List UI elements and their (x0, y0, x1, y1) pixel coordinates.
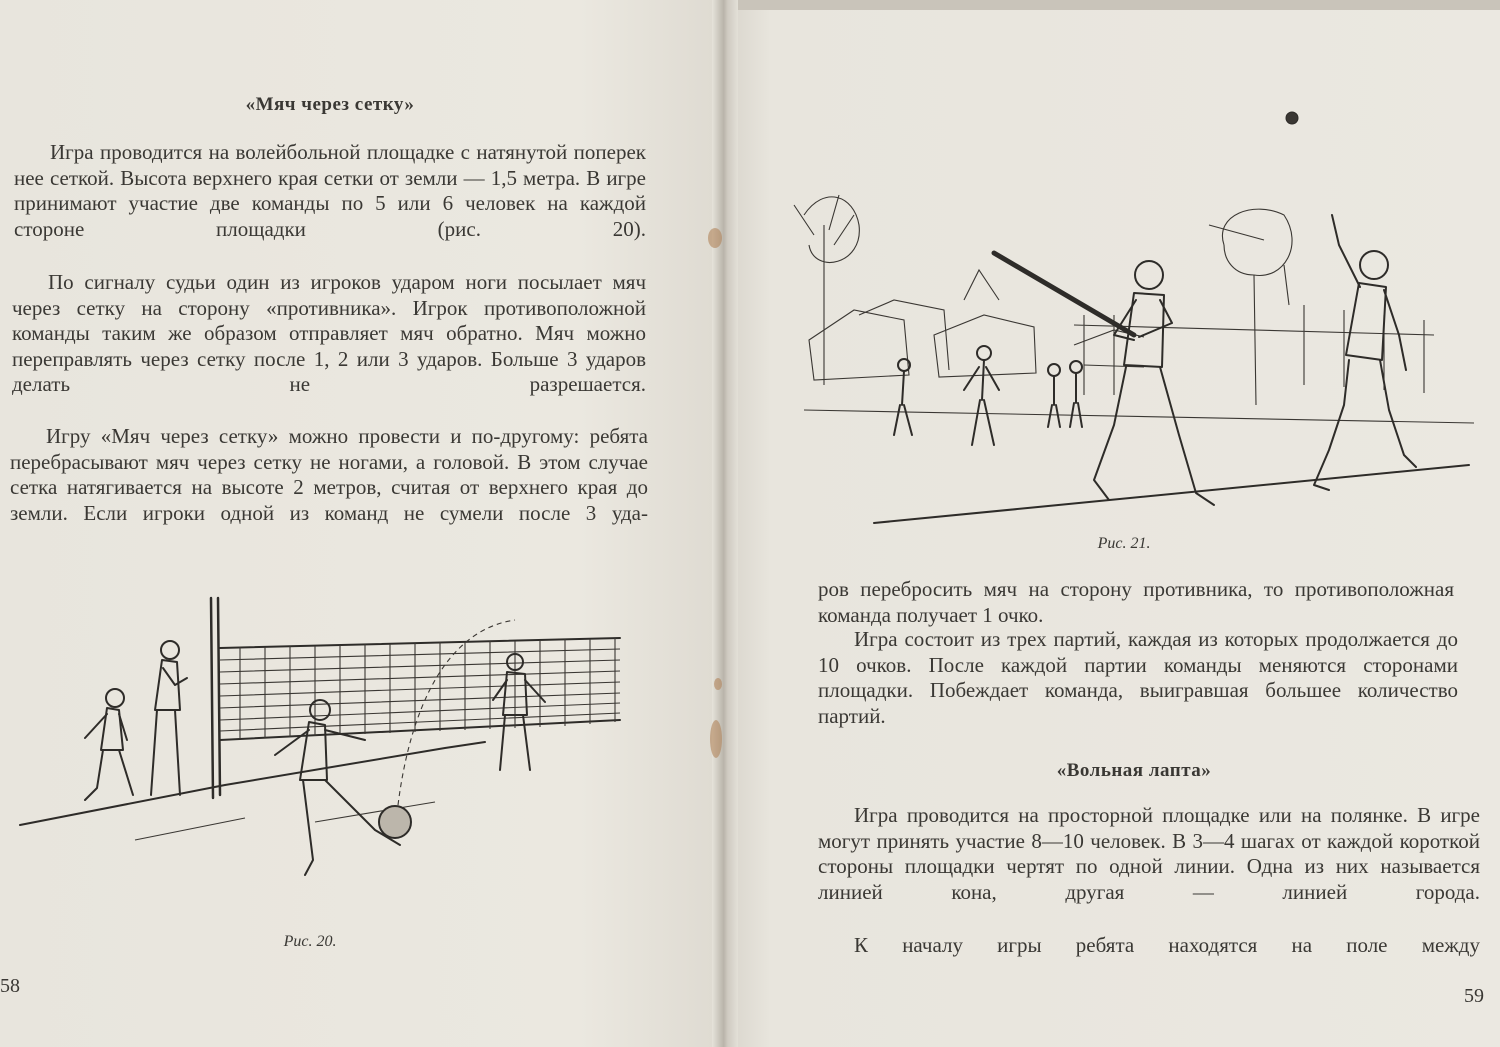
stain-mark (710, 720, 722, 758)
right-paragraph-4: К началу игры ребята находятся на поле между (854, 933, 1480, 957)
distant-players (894, 346, 1082, 445)
net-game-drawing (15, 590, 635, 890)
right-page-title: «Вольная лапта» (1056, 760, 1212, 781)
figure-20-caption: Рис. 20. (283, 933, 337, 950)
left-paragraph-2: По сигналу судьи один из игроков ударом ноги посылает мяч через сетку на сторону «противника». Игрок противоположной команды таким же образом отправляет мяч обратно. Мяч можно переправлять через сетку после 1, 2 или 3 ударов. Больше 3 ударов делать не разрешается. (12, 270, 646, 396)
batter-figure (994, 253, 1214, 505)
stain-mark (714, 678, 722, 690)
catcher-figure (1314, 215, 1416, 490)
far-player-figure (493, 654, 545, 770)
left-paragraph-3: Игру «Мяч через сетку» можно провести и по-другому: ребята перебрасывают мяч через сетку не ногами, а головой. В этом случае сетка натягивается на высоте 2 метров, считая от верхнего края до земли. Если игроки одной из команд не сумели после 3 уда- (10, 424, 648, 525)
ball-icon (379, 806, 411, 838)
trees-left (794, 195, 859, 385)
ball-icon (1286, 112, 1298, 124)
right-page-number: 59 (1464, 985, 1484, 1007)
left-page (0, 0, 724, 1047)
page-top-edge (724, 0, 1500, 10)
left-page-title: «Мяч через сетку» (245, 94, 415, 115)
left-page-number: 58 (0, 975, 20, 997)
figure-21-caption: Рис. 21. (1097, 535, 1151, 552)
book-gutter (712, 0, 738, 1047)
right-paragraph-3: Игра проводится на просторной площадке или на полянке. В игре могут принять участие 8—10 человек. В 3—4 шагах от каждой короткой стороны площадки чертят по одной линии. Одна из них называется линией кона, другая — линией города. (818, 803, 1480, 904)
referee-figure (151, 641, 187, 795)
left-player-figure (85, 689, 133, 800)
stain-mark (708, 228, 722, 248)
right-page (724, 0, 1500, 1047)
volleyball-net (220, 638, 620, 740)
figure-21-illustration (784, 105, 1484, 530)
right-paragraph-2: Игра состоит из трех партий, каждая из которых продолжается до 10 очков. После каждой партии команды меняются сторонами площадки. Побеждает команда, выигравшая большее количество партий. (818, 627, 1458, 728)
right-paragraph-1: ров перебросить мяч на сторону противника, то противоположная команда получает 1 очко. (818, 577, 1454, 627)
lapta-game-drawing (784, 105, 1484, 530)
figure-20-illustration (15, 590, 635, 890)
trees-right (1209, 209, 1292, 405)
left-paragraph-1: Игра проводится на волейбольной площадке с натянутой поперек нее сеткой. Высота верхнего края сетки от земли — 1,5 метра. В игре принимают участие две команды по 5 или 6 человек на каждой стороне площадки (рис. 20). (14, 140, 646, 241)
